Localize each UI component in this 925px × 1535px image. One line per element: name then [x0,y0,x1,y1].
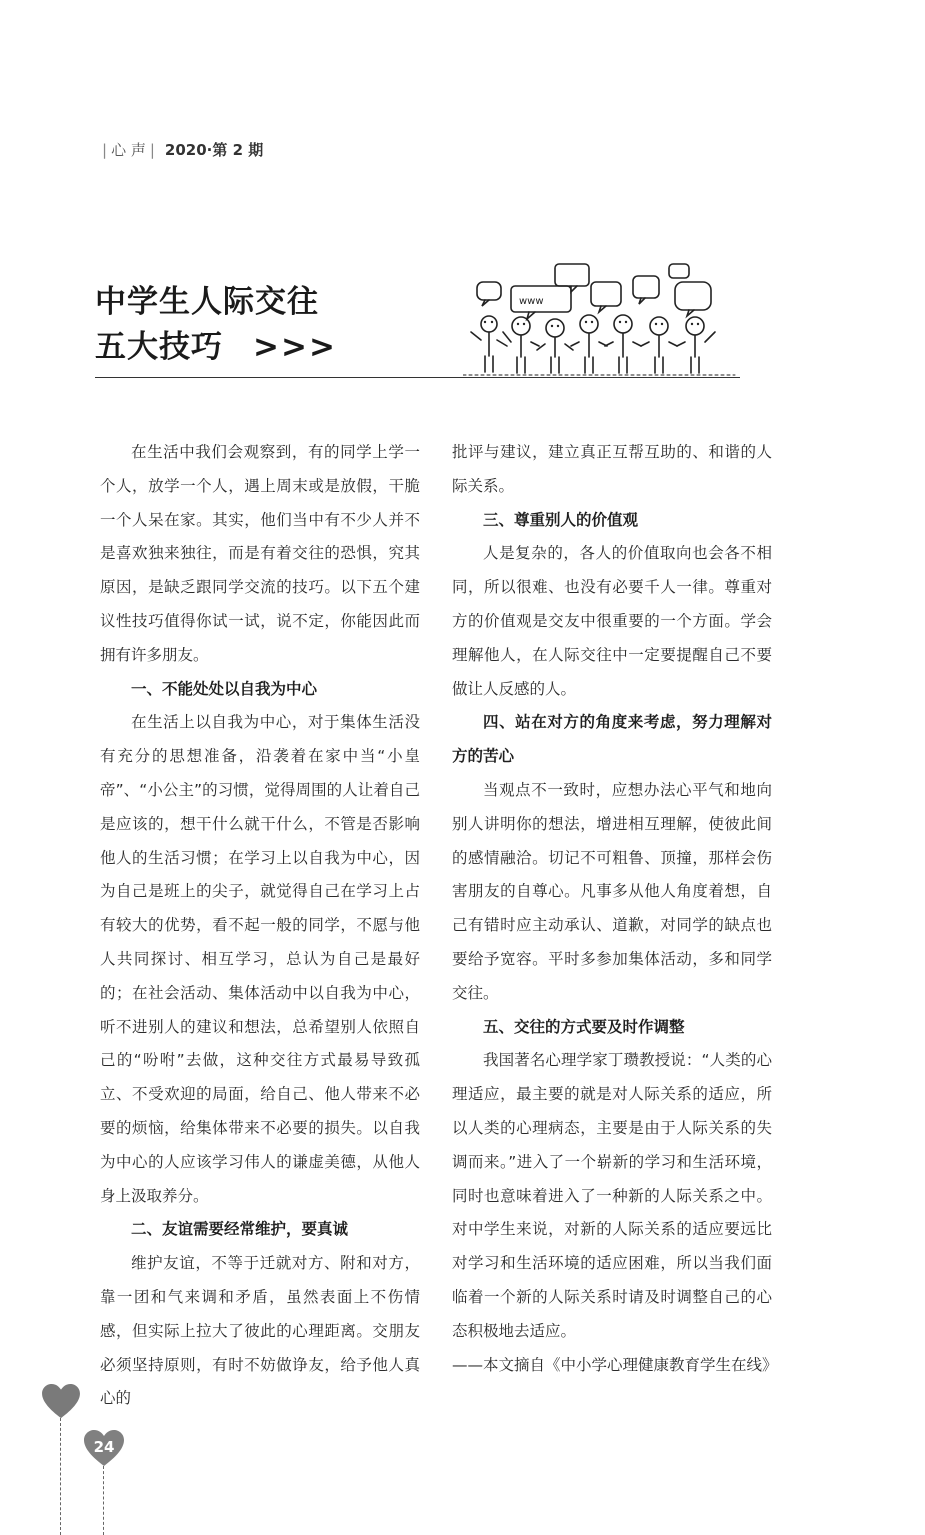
dashed-line-left [60,1418,61,1535]
title-arrows: >>> [253,329,337,365]
section-3-paragraph: 人是复杂的，各人的价值取向也会各不相同，所以很难、也没有必要千人一律。尊重对方的价值观是交友中很重要的一个方面。学会理解他人，在人际交往中一定要提醒自己不要做让人反感的人。 [452,544,772,698]
dashed-line-right [103,1466,104,1535]
heart-icon [42,1384,80,1420]
title-line-2: 五大技巧 [95,329,223,365]
source-citation: ——本文摘自《中小学心理健康教育学生在线》 [452,1355,778,1374]
article-title [95,280,337,370]
section-2-paragraph: 维护友谊，不等于迁就对方、附和对方，靠一团和气来调和矛盾，虽然表面上不伤情感，但实际上拉大了彼此的心理距离。交朋友必须坚持原则，有时不妨做诤友，给予他人真心的 [100,1254,420,1408]
section-5-paragraph: 我国著名心理学家丁瓒教授说：“人类的心理适应，最主要的就是对人际关系的适应，所以人类的心理病态，主要是由于人际关系的失调而来。”进入了一个崭新的学习和生活环境，同时也意味着进入了一种新的人际关系之中。对中学生来说，对新的人际关系的适应要远比对学习和生活环境的适应困难，所以当我们面临着一个新的人际关系时请及时调整自己的心态积极地去适应。 [452,1051,772,1340]
section-4-paragraph: 当观点不一致时，应想办法心平气和地向别人讲明你的想法，增进相互理解，使彼此间的感情融洽。切记不可粗鲁、顶撞，那样会伤害朋友的自尊心。凡事多从他人角度着想，自己有错时应主动承认、道歉，对同学的缺点也要给予宽容。平时多参加集体活动，多和同学交往。 [452,780,772,1002]
section-heading-3: 三、尊重别人的价值观 [483,510,639,529]
section-heading-5: 五、交往的方式要及时作调整 [483,1017,685,1036]
section-2-paragraph-continued: 批评与建议，建立真正互帮互助的、和谐的人际关系。 [452,443,772,495]
section-name: 心 声 [111,141,146,159]
page-number: 24 [93,1438,115,1456]
title-line-1: 中学生人际交往 [95,284,319,320]
right-column [452,436,778,1382]
section-heading-2: 二、友谊需要经常维护，要真诚 [131,1220,349,1239]
running-header: | 心 声 | 2020·第 2 期 [102,141,264,159]
section-heading-4: 四、站在对方的角度来考虑，努力理解对方的苦心 [452,713,772,766]
issue-label: 2020·第 2 期 [164,141,264,159]
cartoon-people-speech-bubbles-icon [463,262,743,380]
section-heading-1: 一、不能处处以自我为中心 [131,679,318,698]
intro-paragraph: 在生活中我们会观察到，有的同学上学一个人，放学一个人，遇上周末或是放假，干脆一个人呆在家。其实，他们当中有不少人并不是喜欢独来独往，而是有着交往的恐惧，究其原因，是缺乏跟同学交流的技巧。以下五个建议性技巧值得你试一试，说不定，你能因此而拥有许多朋友。 [100,443,420,664]
section-1-paragraph: 在生活上以自我为中心，对于集体生活没有充分的思想准备，沿袭着在家中当“小皇帝”、“小公主”的习惯，觉得周围的人让着自己是应该的，想干什么就干什么，不管是否影响他人的生活习惯；在学习上以自我为中心，因为自己是班上的尖子，就觉得自己在学习上占有较大的优势，看不起一般的同学，不愿与他人共同探讨、相互学习，总认为自己是最好的；在社会活动、集体活动中以自我为中心，听不进别人的建议和想法，总希望别人依照自己的“吩咐”去做，这种交往方式最易导致孤立、不受欢迎的局面，给自己、他人带来不必要的烦恼，给集体带来不必要的损失。以自我为中心的人应该学习伟人的谦虚美德，从他人身上汲取养分。 [100,713,420,1205]
title-divider [95,377,740,378]
left-column [100,436,420,1416]
bubble-text: www [519,296,544,307]
